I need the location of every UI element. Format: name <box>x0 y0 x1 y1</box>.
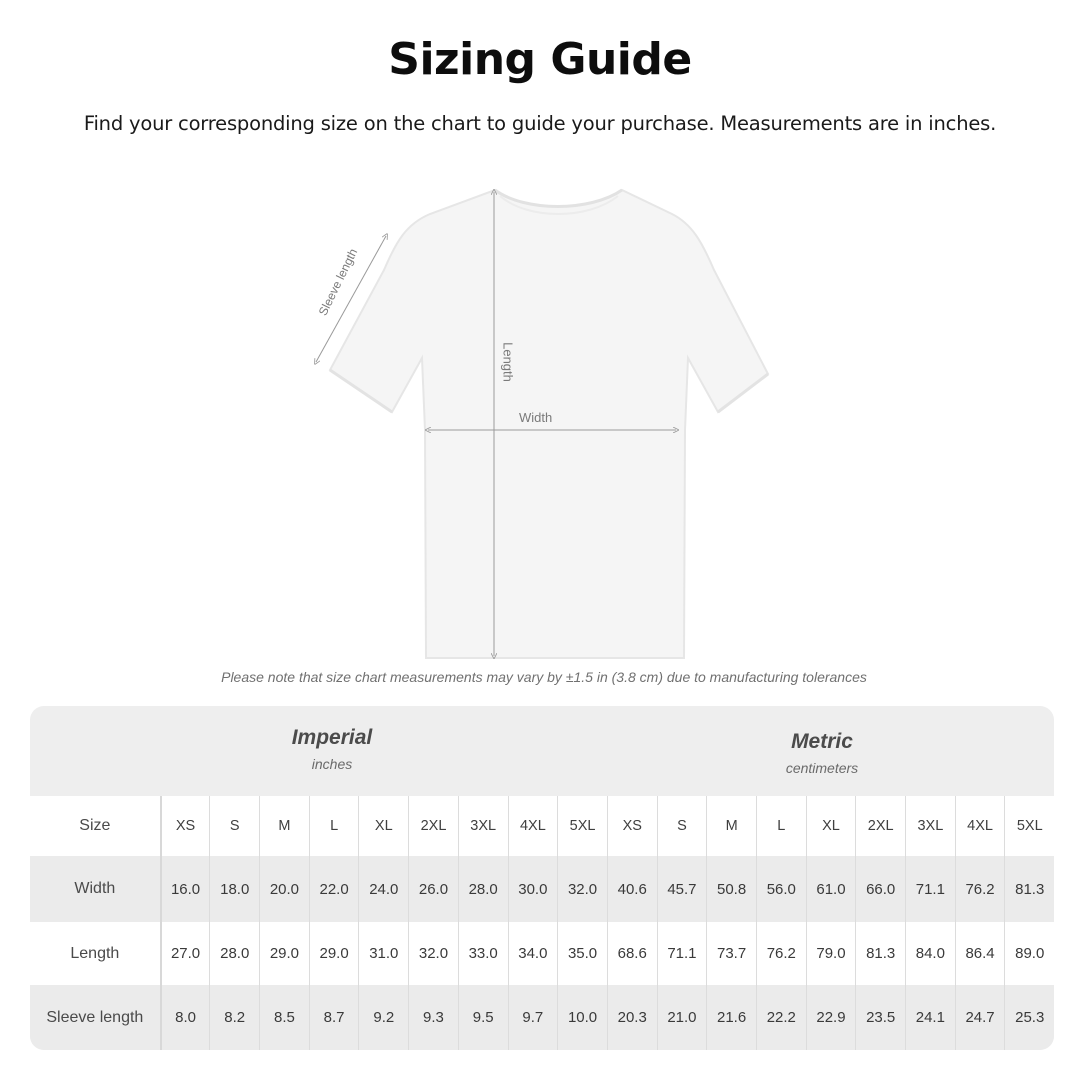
size-table <box>30 706 1054 1050</box>
imperial-unit: inches <box>311 756 353 772</box>
page-subtitle: Find your corresponding size on the chart to guide your purchase. Measurements are in inches. <box>83 112 997 135</box>
table-cell: 16.0 <box>160 856 210 922</box>
table-cell: 32.0 <box>408 922 458 985</box>
table-cell: 9.7 <box>508 985 558 1050</box>
table-cell: 84.0 <box>905 922 955 985</box>
table-cell: 8.2 <box>209 985 259 1050</box>
table-cell: 22.9 <box>806 985 856 1050</box>
tolerance-note: Please note that size chart measurements may vary by ±1.5 in (3.8 cm) due to manufacturing tolerances <box>221 669 867 685</box>
size-header-cell: XL <box>358 796 408 856</box>
table-cell: 81.3 <box>1004 856 1054 922</box>
table-cell: 21.0 <box>657 985 707 1050</box>
size-header-cell: 4XL <box>955 796 1005 856</box>
table-cell: 31.0 <box>358 922 408 985</box>
table-cell: 22.0 <box>309 856 359 922</box>
table-cell: 73.7 <box>706 922 756 985</box>
row-label: Width <box>74 880 116 897</box>
size-header-cell: XL <box>806 796 856 856</box>
imperial-title: Imperial <box>291 726 373 749</box>
table-cell: 61.0 <box>806 856 856 922</box>
table-cell: 29.0 <box>309 922 359 985</box>
table-cell: 86.4 <box>955 922 1005 985</box>
size-header-cell: 5XL <box>557 796 607 856</box>
table-cell: 35.0 <box>557 922 607 985</box>
table-cell: 45.7 <box>657 856 707 922</box>
table-cell: 28.0 <box>209 922 259 985</box>
size-header-cell: L <box>756 796 806 856</box>
table-cell: 79.0 <box>806 922 856 985</box>
table-cell: 24.0 <box>358 856 408 922</box>
table-cell: 32.0 <box>557 856 607 922</box>
size-header-cell: S <box>209 796 259 856</box>
table-cell: 20.0 <box>259 856 309 922</box>
sleeve-length-label: Sleeve length <box>315 246 361 318</box>
table-cell: 29.0 <box>259 922 309 985</box>
table-cell: 26.0 <box>408 856 458 922</box>
table-row-width <box>30 856 1054 922</box>
table-row-sleeve-length <box>30 985 1054 1050</box>
table-cell: 18.0 <box>209 856 259 922</box>
table-cell: 9.3 <box>408 985 458 1050</box>
table-cell: 8.0 <box>160 985 210 1050</box>
table-cell: 10.0 <box>557 985 607 1050</box>
table-cell: 8.5 <box>259 985 309 1050</box>
size-header-cell: S <box>657 796 707 856</box>
table-cell: 21.6 <box>706 985 756 1050</box>
table-cell: 81.3 <box>855 922 905 985</box>
table-cell: 22.2 <box>756 985 806 1050</box>
table-cell: 50.8 <box>706 856 756 922</box>
table-cell: 76.2 <box>955 856 1005 922</box>
size-header-cell: XS <box>160 796 210 856</box>
table-cell: 66.0 <box>855 856 905 922</box>
length-label: Length <box>500 342 516 382</box>
metric-header <box>720 730 924 776</box>
table-cell: 8.7 <box>309 985 359 1050</box>
table-cell: 71.1 <box>905 856 955 922</box>
table-cell: 40.6 <box>607 856 657 922</box>
size-header-cell: 3XL <box>905 796 955 856</box>
table-cell: 20.3 <box>607 985 657 1050</box>
metric-unit: centimeters <box>785 760 859 776</box>
table-row-length <box>30 922 1054 985</box>
table-cell: 33.0 <box>458 922 508 985</box>
table-cell: 24.1 <box>905 985 955 1050</box>
table-cell: 9.2 <box>358 985 408 1050</box>
size-header-cell: 3XL <box>458 796 508 856</box>
table-cell: 56.0 <box>756 856 806 922</box>
size-header-cell: 2XL <box>408 796 458 856</box>
table-cell: 24.7 <box>955 985 1005 1050</box>
size-header-cell: XS <box>607 796 657 856</box>
row-label: Size <box>79 817 111 834</box>
table-cell: 68.6 <box>607 922 657 985</box>
size-header-cell: 2XL <box>855 796 905 856</box>
size-header-cell: M <box>259 796 309 856</box>
page-title: Sizing Guide <box>388 34 692 85</box>
size-header-cell: M <box>706 796 756 856</box>
metric-title: Metric <box>791 730 853 753</box>
table-cell: 76.2 <box>756 922 806 985</box>
size-header-cell: 4XL <box>508 796 558 856</box>
width-label: Width <box>519 410 553 425</box>
size-header-cell: 5XL <box>1004 796 1054 856</box>
table-cell: 34.0 <box>508 922 558 985</box>
table-cell: 71.1 <box>657 922 707 985</box>
row-label: Length <box>70 944 120 962</box>
table-row-size <box>30 796 1054 856</box>
size-header-cell: L <box>309 796 359 856</box>
table-cell: 28.0 <box>458 856 508 922</box>
imperial-header <box>230 726 434 772</box>
table-cell: 9.5 <box>458 985 508 1050</box>
table-cell: 23.5 <box>855 985 905 1050</box>
table-cell: 89.0 <box>1004 922 1054 985</box>
table-cell: 27.0 <box>160 922 210 985</box>
row-label: Sleeve length <box>46 1008 144 1026</box>
table-cell: 30.0 <box>508 856 558 922</box>
table-cell: 25.3 <box>1004 985 1054 1050</box>
